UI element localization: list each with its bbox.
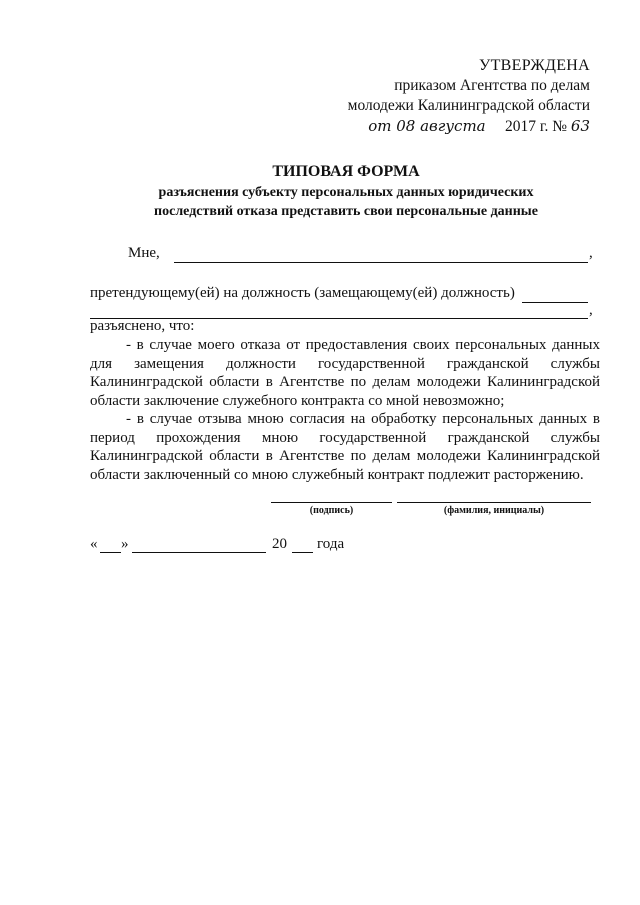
approval-number-handwritten: 63 (570, 117, 590, 135)
year-prefix: 20 (272, 536, 287, 552)
explained-label: разъяснено, что: (90, 318, 195, 334)
name-initials-field-line[interactable] (397, 502, 591, 503)
consequence-paragraph-1: - в случае моего отказа от предоставления своих персональных данных для замещения должности государственной гражданской службы Калининградской области в Агентстве по делам молодежи Калининградской области заключение служебного контракта со мной невозможно; (90, 337, 600, 409)
signature-field-line[interactable] (271, 502, 392, 503)
form-subtitle-line-2: последствий отказа представить свои персональные данные (154, 204, 538, 219)
day-field-line[interactable] (100, 552, 121, 553)
date-close-quote: » (121, 536, 129, 552)
year-field-line[interactable] (292, 552, 313, 553)
approval-line-1: приказом Агентства по делам (394, 77, 590, 94)
name-initials-caption: (фамилия, инициалы) (443, 505, 545, 516)
date-open-quote: « (90, 536, 98, 552)
me-label: Мне, (128, 245, 160, 261)
comma-1: , (589, 245, 593, 261)
approval-date-handwritten: от 08 августа (368, 117, 486, 135)
position-field-line-1[interactable] (522, 302, 588, 303)
name-field-line[interactable] (174, 262, 588, 263)
form-title: ТИПОВАЯ ФОРМА (272, 163, 420, 180)
approval-year: 2017 г. № (505, 118, 568, 135)
consequence-paragraph-2: - в случае отзыва мною согласия на обработку персональных данных в период прохождения мною государственной гражданской службы Калининградской области в Агентстве по делам молодежи Калининградской области заключенный со мною служебный контракт подлежит расторжению. (90, 411, 600, 483)
comma-2: , (589, 302, 593, 318)
form-subtitle-line-1: разъяснения субъекту персональных данных юридических (158, 185, 534, 200)
approval-stamp (348, 56, 590, 137)
month-field-line[interactable] (132, 552, 266, 553)
approval-line-2: молодежи Калининградской области (347, 97, 590, 114)
position-label: претендующему(ей) на должность (замещающему(ей) должность) (90, 285, 515, 301)
year-suffix: года (317, 536, 345, 552)
form-subtitle (90, 183, 602, 221)
approval-title: УТВЕРЖДЕНА (478, 57, 590, 74)
approval-order-line (348, 116, 590, 137)
signature-caption: (подпись) (309, 505, 354, 516)
